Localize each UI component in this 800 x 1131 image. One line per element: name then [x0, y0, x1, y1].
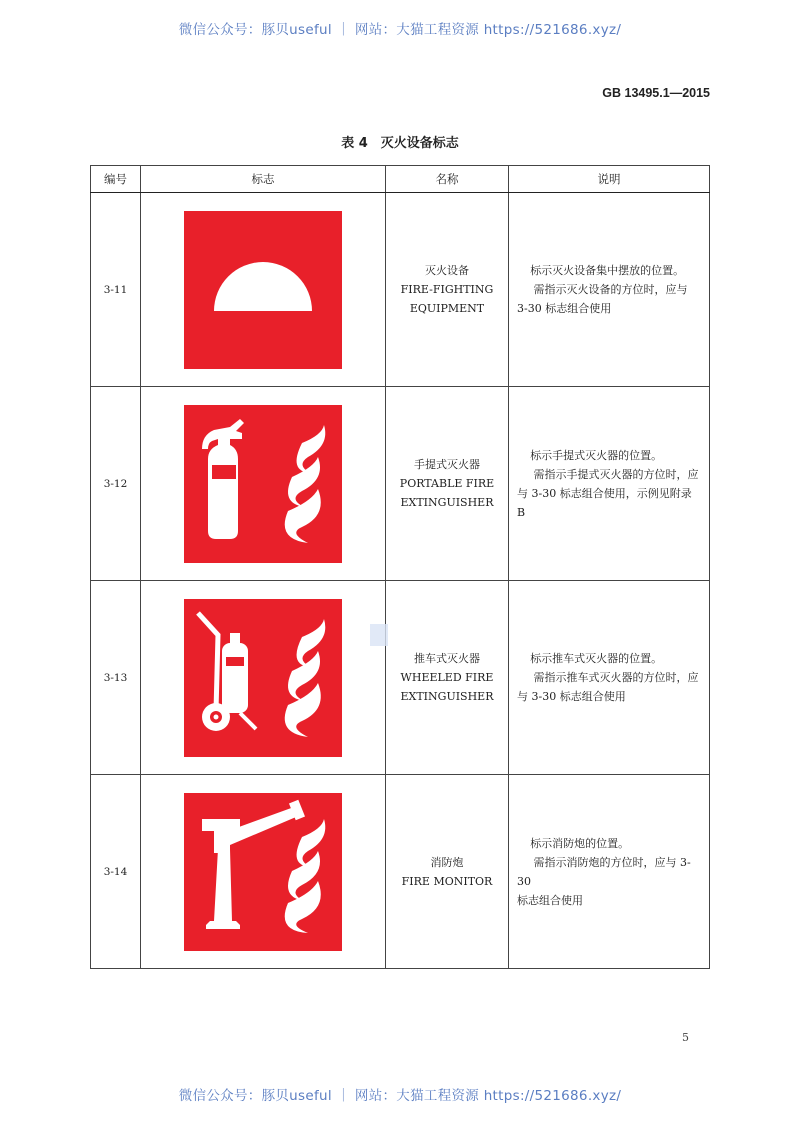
desc-cell — [509, 581, 710, 775]
sign-cell — [141, 193, 386, 387]
name-cn: 消防炮 — [430, 855, 464, 869]
table-row — [91, 193, 710, 387]
desc-line-3: 标志组合使用 — [517, 893, 583, 907]
row-number: 3-13 — [91, 581, 141, 775]
name-en-1: PORTABLE FIRE — [399, 477, 495, 490]
name-cn: 手提式灭火器 — [414, 458, 480, 471]
desc-line-3: 与 3-30 标志组合使用，示例见附录 B — [517, 486, 692, 519]
name-cn: 灭火设备 — [425, 264, 469, 277]
sign-cell — [141, 387, 386, 581]
desc-cell — [509, 775, 710, 969]
header-sign: 标志 — [141, 166, 386, 193]
desc-line-1: 标示灭火设备集中摆放的位置。 — [530, 264, 685, 277]
watermark-top: 微信公众号：豚贝useful ｜ 网站：大猫工程资源 https://521686.xyz/ — [178, 22, 622, 38]
desc-line-1: 标示消防炮的位置。 — [530, 836, 630, 850]
name-cn: 推车式灭火器 — [414, 652, 480, 665]
desc-line-1: 标示推车式灭火器的位置。 — [530, 652, 663, 665]
desc-cell — [509, 387, 710, 581]
wheeled-extinguisher-icon — [184, 599, 342, 757]
sign-cell — [141, 775, 386, 969]
name-en-2: EQUIPMENT — [409, 302, 485, 315]
standard-code: GB 13495.1—2015 — [602, 86, 710, 100]
name-en-1: WHEELED FIRE — [400, 671, 494, 684]
desc-cell — [509, 193, 710, 387]
desc-line-1: 标示手提式灭火器的位置。 — [530, 448, 663, 462]
row-number: 3-11 — [91, 193, 141, 387]
table-row — [91, 387, 710, 581]
name-cell — [386, 775, 509, 969]
header-num: 编号 — [91, 166, 141, 193]
watermark-bottom: 微信公众号：豚贝useful ｜ 网站：大猫工程资源 https://521686.xyz/ — [178, 1088, 622, 1104]
name-en-2: EXTINGUISHER — [400, 690, 494, 703]
scan-mark — [370, 624, 388, 646]
name-cell — [386, 193, 509, 387]
desc-line-3: 与 3-30 标志组合使用 — [517, 690, 626, 703]
name-cell — [386, 387, 509, 581]
signs-table — [90, 165, 710, 969]
table-title: 表 4 灭火设备标志 — [341, 136, 459, 151]
name-en-1: FIRE MONITOR — [401, 874, 493, 888]
header-name: 名称 — [386, 166, 509, 193]
table-header-row — [91, 166, 710, 193]
desc-line-2: 需指示推车式灭火器的方位时，应 — [533, 671, 699, 684]
table-row — [91, 775, 710, 969]
row-number: 3-12 — [91, 387, 141, 581]
portable-extinguisher-icon — [184, 405, 342, 563]
header-desc: 说明 — [509, 166, 710, 193]
sign-cell — [141, 581, 386, 775]
desc-line-2: 需指示灭火设备的方位时，应与 — [533, 283, 688, 296]
fire-fighting-equipment-icon — [184, 211, 342, 369]
name-en-1: FIRE-FIGHTING — [400, 283, 494, 296]
name-cell — [386, 581, 509, 775]
table-row — [91, 581, 710, 775]
fire-monitor-icon — [184, 793, 342, 951]
name-en-2: EXTINGUISHER — [400, 496, 494, 509]
desc-line-3: 3-30 标志组合使用 — [517, 302, 612, 315]
row-number: 3-14 — [91, 775, 141, 969]
page-number: 5 — [682, 1031, 689, 1044]
desc-line-2: 需指示消防炮的方位时，应与 3-30 — [517, 855, 691, 888]
desc-line-2: 需指示手提式灭火器的方位时，应 — [533, 467, 699, 481]
